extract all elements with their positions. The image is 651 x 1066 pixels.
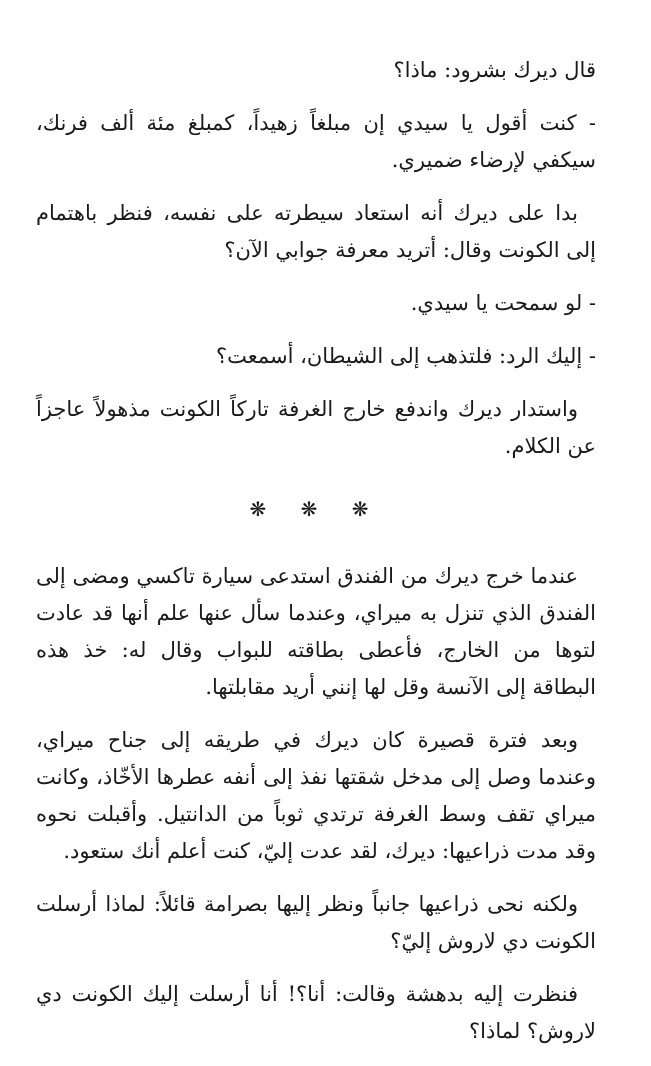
paragraph-3: بدا على ديرك أنه استعاد سيطرته على نفسه، فنظر باهتمام إلى الكونت وقال: أتريد معرفة جوابي الآن؟ <box>36 201 596 262</box>
paragraph-7: عندما خرج ديرك من الفندق استدعى سيارة تاكسي ومضى إلى الفندق الذي تنزل به ميراي، وعندما سأل عنها علم أنها قد عادت لتوها من الخارج، فأعطى بطاقته للبواب وقال له: خذ هذه البطاقة إلى الآنسة وقل لها إنني أريد مقابلتها. <box>36 564 596 699</box>
separator-star-icon: ❋ <box>249 497 281 521</box>
paragraph-10: فنظرت إليه بدهشة وقالت: أنا؟! أنا أرسلت إليك الكونت دي لاروش؟ لماذا؟ <box>36 982 596 1043</box>
paragraph-8: وبعد فترة قصيرة كان ديرك في طريقه إلى جناح ميراي، وعندما وصل إلى مدخل شقتها نفذ إلى أنفه عطرها الأخّاذ، وكانت ميراي تقف وسط الغرفة ترتدي ثوباً من الدانتيل. وأقبلت نحوه وقد مدت ذراعيها: ديرك، لقد عدت إليّ، كنت أعلم أنك ستعود. <box>36 728 596 863</box>
paragraph-9: ولكنه نحى ذراعيها جانباً ونظر إليها بصرامة قائلاً: لماذا أرسلت الكونت دي لاروش إليّ؟ <box>36 892 596 953</box>
book-page <box>36 52 596 1066</box>
section-separator <box>36 491 596 528</box>
separator-star-icon: ❋ <box>300 497 332 521</box>
paragraph-2: - كنت أقول يا سيدي إن مبلغاً زهيداً، كمبلغ مئة ألف فرنك، سيكفي لإرضاء ضميري. <box>36 111 596 172</box>
paragraph-4: - لو سمحت يا سيدي. <box>410 291 596 315</box>
paragraph-5: - إليك الرد: فلتذهب إلى الشيطان، أسمعت؟ <box>215 344 596 368</box>
paragraph-6: واستدار ديرك واندفع خارج الغرفة تاركاً الكونت مذهولاً عاجزاً عن الكلام. <box>36 397 596 458</box>
paragraph-1: قال ديرك بشرود: ماذا؟ <box>393 58 596 82</box>
separator-star-icon: ❋ <box>351 497 383 521</box>
